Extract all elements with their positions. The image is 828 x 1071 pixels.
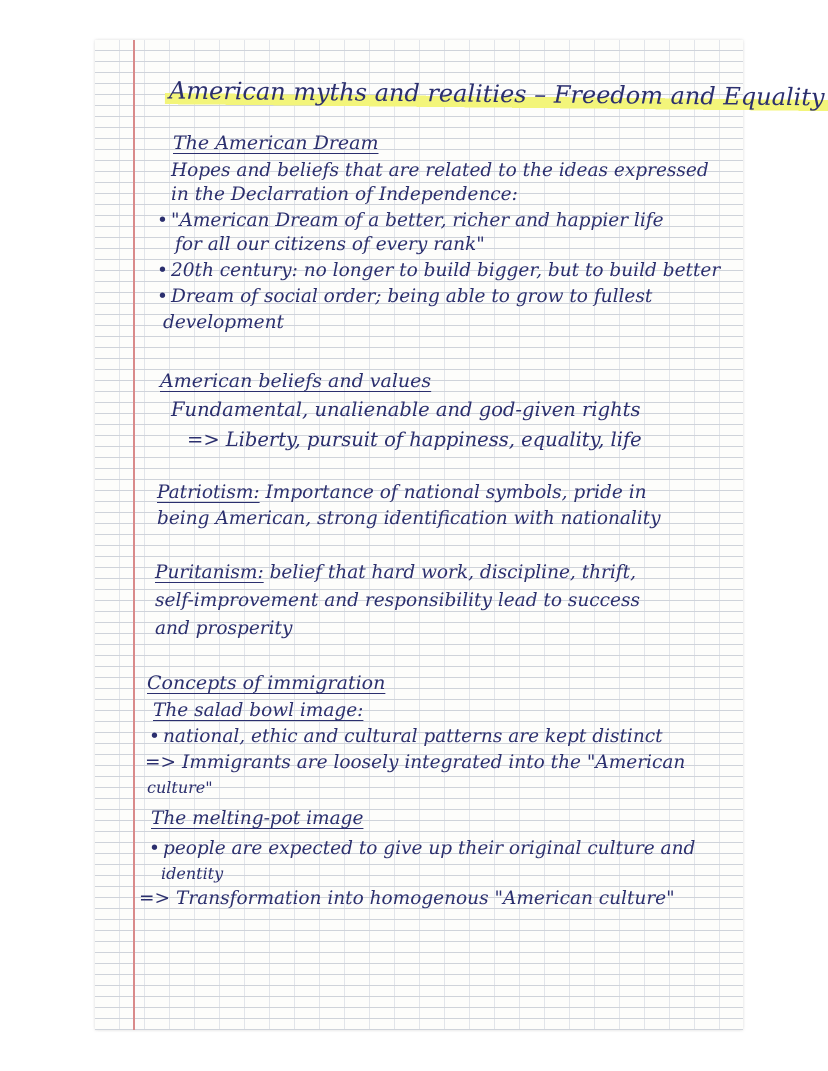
bullet-dot: • [149, 838, 160, 859]
puritanism-text-1: belief that hard work, discipline, thrift, [263, 562, 636, 583]
salad-bowl-line-2 [145, 754, 685, 773]
melting-pot-line-3-text: Transformation into homogenous "American culture" [176, 888, 675, 909]
dream-bullet-3 [157, 288, 652, 307]
dream-bullet-3-text: Dream of social order; being able to grow to fullest [171, 286, 653, 307]
beliefs-line-1: Fundamental, unalienable and god-given rights [171, 398, 641, 421]
salad-bowl-line-1 [149, 728, 663, 747]
implies-arrow: => [139, 888, 171, 909]
notebook-page [95, 40, 825, 1030]
puritanism-term: Puritanism: [155, 562, 264, 583]
dream-bullet-1-cont: for all our citizens of every rank" [175, 234, 485, 255]
salad-bowl-line-2-text: Immigrants are loosely integrated into the "American [182, 752, 686, 773]
patriotism-term: Patriotism: [157, 482, 260, 503]
heading-immigration: Concepts of immigration [147, 672, 386, 694]
heading-american-dream: The American Dream [173, 132, 379, 154]
dream-intro-line-2: in the Declarration of Independence: [171, 184, 518, 205]
dream-bullet-1 [157, 212, 664, 231]
puritanism-line-1 [155, 564, 636, 583]
handwritten-notes [95, 40, 825, 1030]
implies-arrow: => [145, 752, 177, 773]
patriotism-line-2: being American, strong identification with nationality [157, 508, 661, 529]
salad-bowl-line-3: culture" [147, 778, 213, 797]
dream-intro-line-1: Hopes and beliefs that are related to the ideas expressed [171, 160, 709, 181]
page-title: American myths and realities – Freedom and Equality [165, 77, 828, 114]
salad-bowl-term: The salad bowl image: [153, 700, 364, 721]
melting-pot-line-2: identity [161, 864, 224, 883]
implies-arrow: => [187, 428, 220, 451]
bullet-dot: • [157, 260, 168, 281]
melting-pot-heading [151, 810, 363, 829]
patriotism-text-1: Importance of national symbols, pride in [259, 482, 647, 503]
beliefs-line-2-text: Liberty, pursuit of happiness, equality, life [225, 428, 642, 451]
beliefs-line-2 [187, 430, 642, 450]
melting-pot-line-1-text: people are expected to give up their original culture and [163, 838, 696, 859]
melting-pot-line-3 [139, 890, 675, 909]
salad-bowl-heading [153, 702, 363, 721]
bullet-dot: • [157, 210, 168, 231]
dream-bullet-1-text: "American Dream of a better, richer and happier life [171, 210, 664, 231]
bullet-dot: • [149, 726, 160, 747]
patriotism-line-1 [157, 484, 647, 503]
salad-bowl-line-1-text: national, ethic and cultural patterns are kept distinct [163, 726, 663, 747]
melting-pot-line-1 [149, 840, 695, 859]
dream-bullet-2 [157, 262, 720, 281]
dream-bullet-3-cont: development [163, 312, 284, 333]
puritanism-line-3: and prosperity [155, 618, 293, 639]
heading-beliefs-values: American beliefs and values [160, 370, 432, 392]
puritanism-line-2: self-improvement and responsibility lead to success [155, 590, 640, 611]
dream-bullet-2-text: 20th century: no longer to build bigger, but to build better [171, 260, 721, 281]
bullet-dot: • [157, 286, 168, 307]
melting-pot-term: The melting-pot image [151, 808, 364, 829]
